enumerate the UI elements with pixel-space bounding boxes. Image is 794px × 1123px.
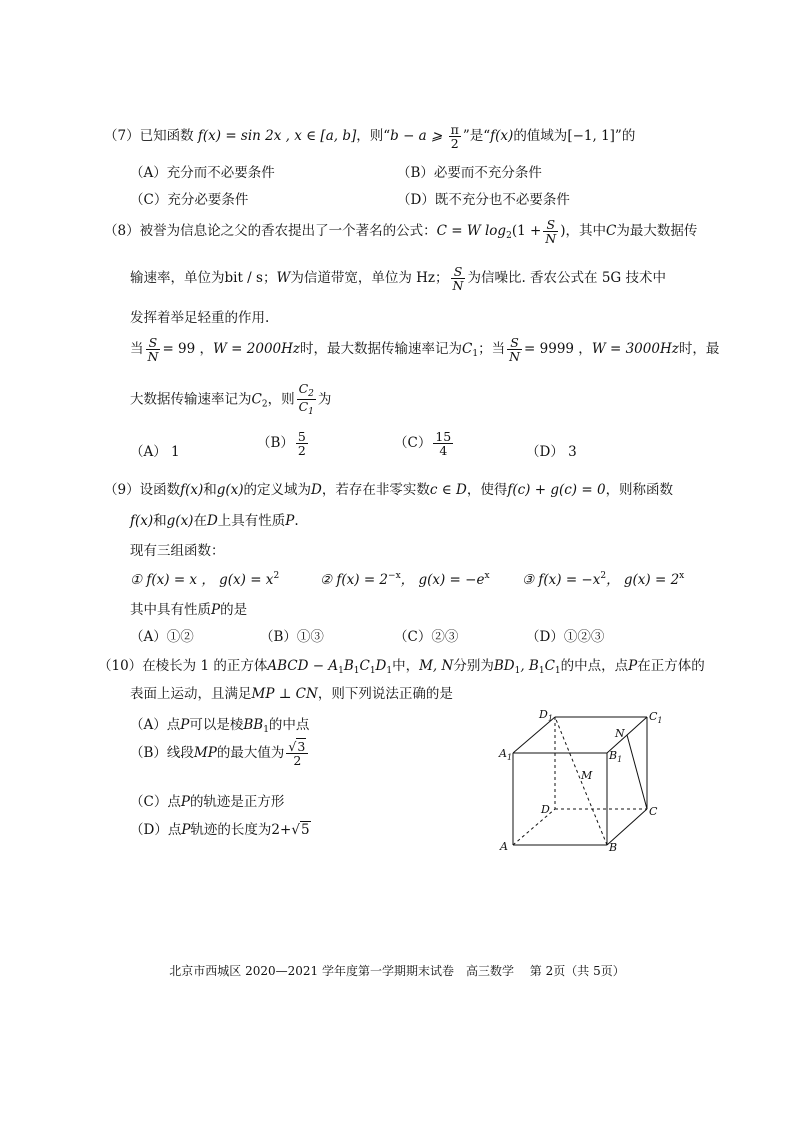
q8-line-1: （8）被誉为信息论之父的香农提出了一个著名的公式：C = W $\log_2(1$ + $\frac{S}{N}$ )，其中C为最大数据传	[104, 217, 698, 247]
q9-line-5: 其中具有性质P的是	[130, 602, 248, 618]
edge-b-c	[607, 809, 647, 845]
q8-option-a[interactable]: （A） 1	[130, 444, 180, 460]
q7-option-c[interactable]: （C）充分必要条件	[130, 192, 249, 208]
cube-figure	[495, 705, 675, 855]
label-c: C	[649, 805, 658, 818]
q9-group-2: ② $f(x) = 2^{-x}$， $g(x) = -e^x$	[320, 571, 490, 588]
label-d: D	[541, 803, 550, 816]
label-a1: $A_1$	[499, 747, 513, 762]
label-m: M	[581, 769, 593, 782]
q8-option-c[interactable]: （C） $\frac{15}{4}$	[394, 429, 452, 459]
label-b: B	[609, 841, 618, 854]
q9-group-3: ③ $f(x) = -x^2$， $g(x) = 2^x$	[522, 571, 685, 588]
q9-line-3: 现有三组函数：	[130, 543, 225, 559]
q10-option-c[interactable]: （C）点P的轨迹是正方形	[130, 794, 285, 810]
q9-option-c[interactable]: （C）②③	[394, 629, 459, 645]
q10-option-b[interactable]: （B）线段MP的最大值为 $\frac{√3}{2}$	[130, 740, 310, 767]
label-n: N	[615, 727, 625, 740]
q7-option-d[interactable]: （D）既不充分也不必要条件	[397, 192, 570, 208]
q9-option-b[interactable]: （B）①③	[260, 629, 324, 645]
q8-option-d[interactable]: （D） 3	[526, 444, 577, 460]
label-c1: $C_1$	[649, 710, 663, 725]
q8-line-2: 输速率，单位为bit / s；W为信道带宽，单位为 Hz； $\frac{S}{N}$ 为信噪比. 香农公式在 5G 技术中	[130, 264, 667, 294]
q8-option-b[interactable]: （B） $\frac{5}{2}$	[257, 429, 306, 459]
q7-option-b[interactable]: （B）必要而不充分条件	[397, 165, 542, 181]
q9-line-1: （9）设函数f(x)和g(x)的定义域为D，若存在非零实数c ∈ D，使得f(c) + g(c) = 0，则称函数	[104, 482, 674, 498]
label-a: A	[500, 840, 508, 853]
pi-over-2: $\frac{\pi}{2}$	[450, 122, 459, 152]
q10-line-2: 表面上运动，且满足MP ⊥ CN，则下列说法正确的是	[130, 686, 453, 702]
q9-option-a[interactable]: （A）①②	[130, 629, 194, 645]
q8-line-3: 发挥着举足轻重的作用.	[130, 310, 270, 326]
label-b1: $B_1$	[609, 749, 623, 764]
q9-option-d[interactable]: （D）①②③	[526, 629, 605, 645]
q9-group-1: ① f(x) = x ， $g(x) = x^2$	[130, 571, 280, 588]
q8-line-4: 当 $\frac{S}{N}$ = 99 ，W = 2000Hz时，最大数据传输速率记为$C_1$；当 $\frac{S}{N}$ = 9999 ，W = 3000Hz时，最	[130, 335, 720, 365]
q7-option-a[interactable]: （A）充分而不必要条件	[130, 165, 275, 181]
q10-line-1: （10）在棱长为 1 的正方体ABCD − $A_1B_1C_1D_1$中，M, N分别为$BD_1$, $B_1C_1$的中点，点P在正方体的	[98, 658, 705, 676]
q7-stem: （7）已知函数 f(x) = sin 2x , x ∈ [a, b]，则“b − a ⩾ $\frac{\pi}{2}$ ”是“f(x)的值域为[−1, 1]”的	[104, 122, 636, 152]
label-d1: $D_1$	[539, 708, 553, 723]
page-footer: 北京市西城区 2020—2021 学年度第一学期期末试卷 高三数学 第 2页（共 5页）	[169, 964, 625, 978]
q9-line-2: f(x)和g(x)在D上具有性质P.	[130, 513, 299, 529]
q10-option-a[interactable]: （A）点P可以是棱$BB_1$的中点	[130, 717, 310, 735]
q8-line-5: 大数据传输速率记为$C_2$，则 $\frac{C_2}{C_1}$ 为	[130, 381, 332, 418]
q10-option-d[interactable]: （D）点P轨迹的长度为2+√5	[130, 822, 310, 838]
segment-c-n	[627, 735, 647, 809]
